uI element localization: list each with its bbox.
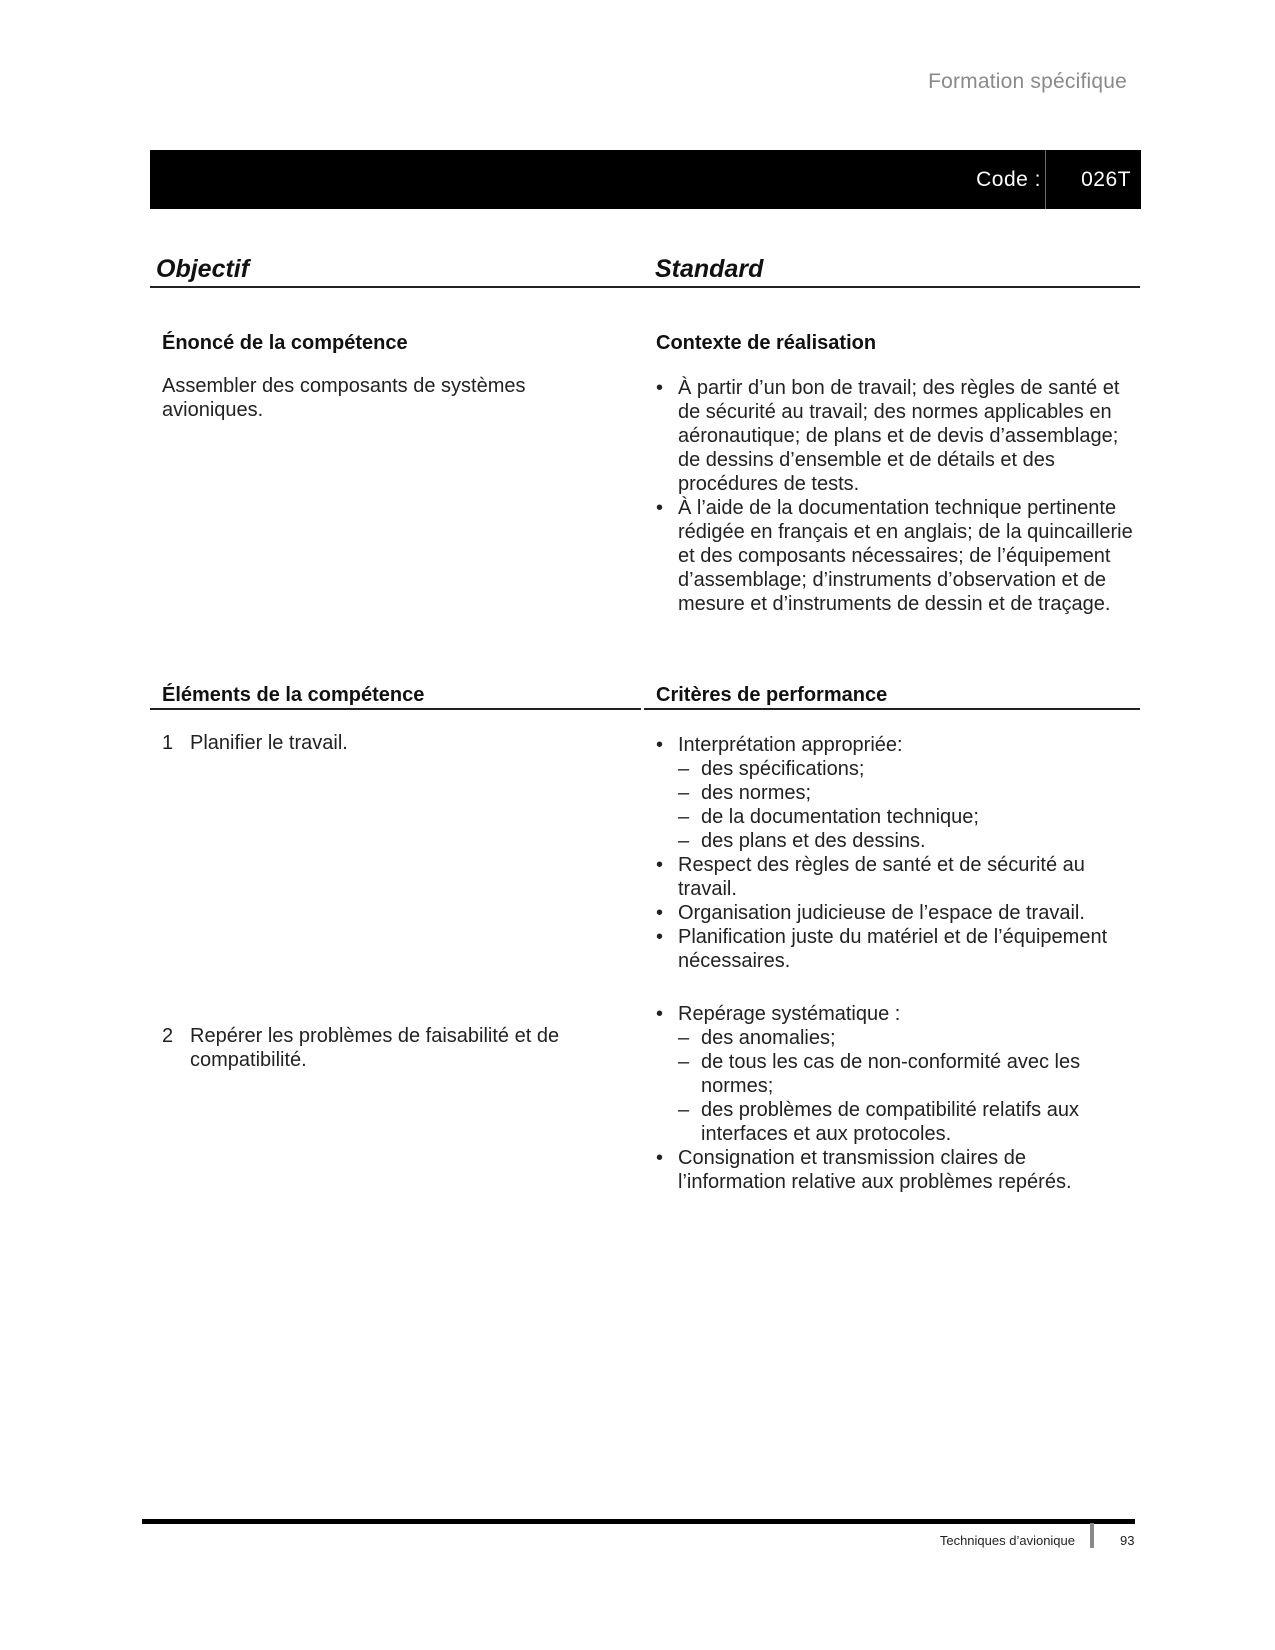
- sub-item-text: des problèmes de compatibilité relatifs aux interfaces et aux protocoles.: [701, 1099, 1079, 1145]
- column-heading-standard: Standard: [655, 255, 764, 283]
- sub-item-text: des plans et des dessins.: [701, 830, 926, 852]
- list-item: [656, 853, 1136, 901]
- element-text: Planifier le travail.: [190, 732, 348, 754]
- footer-title: Techniques d’avionique: [939, 1533, 1075, 1548]
- list-item: [656, 1146, 1126, 1194]
- sub-list-item: – des spécifications;: [678, 758, 865, 780]
- column-heading-objectif: Objectif: [156, 255, 250, 283]
- criteres-list-1: [656, 733, 1136, 973]
- code-label: Code :: [976, 168, 1041, 191]
- bullet-icon: •: [656, 926, 664, 948]
- contexte-heading: Contexte de réalisation: [656, 332, 877, 354]
- sub-list-item: – des normes;: [678, 782, 812, 804]
- list-item: [656, 1002, 1126, 1146]
- critere-sublist: [678, 1026, 1126, 1146]
- critere-text: Repérage systématique :: [678, 1003, 901, 1025]
- bullet-icon: •: [656, 854, 664, 876]
- contexte-list: [656, 376, 1136, 616]
- list-item: [656, 376, 1136, 496]
- bullet-icon: •: [656, 1147, 664, 1169]
- sub-list-item: – des anomalies;: [678, 1027, 836, 1049]
- code-bar: [150, 150, 1141, 209]
- enonce-text: Assembler des composants de systèmes avioniques.: [162, 375, 526, 421]
- page-number: 93: [1120, 1533, 1135, 1548]
- contexte-item-2: À l’aide de la documentation technique pertinente rédigée en français et en anglais; de la quincaillerie et des composants nécessaires; de l’équipement d’assemblage; d’instruments d’observation et de mesure et d’instruments de dessin et de traçage.: [678, 497, 1133, 615]
- elements-rule: [150, 708, 641, 710]
- code-separator: [1045, 150, 1046, 209]
- list-item: [656, 733, 1136, 853]
- code-value: 026T: [1081, 168, 1131, 191]
- section-title: Formation spécifique: [928, 70, 1127, 93]
- list-item: [656, 901, 1136, 925]
- sub-list-item: – de tous les cas de non-conformité avec les normes;: [678, 1051, 1081, 1097]
- critere-text: Consignation et transmission claires de l’information relative aux problèmes repérés.: [678, 1147, 1072, 1193]
- contexte-item-1: À partir d’un bon de travail; des règles de santé et de sécurité au travail; des normes applicables en aéronautique; de plans et de devis d’assemblage; de dessins d’ensemble et de détails et des procédures de tests.: [678, 377, 1120, 495]
- criteres-list-2: [656, 1002, 1126, 1194]
- bullet-icon: •: [656, 1003, 664, 1025]
- element-item-2: [162, 1024, 610, 1072]
- enonce-heading: Énoncé de la compétence: [162, 332, 408, 354]
- criteres-rule: [644, 708, 1140, 710]
- elements-heading: Éléments de la compétence: [162, 684, 425, 706]
- critere-text: Interprétation appropriée:: [678, 734, 903, 756]
- sub-item-text: de la documentation technique;: [701, 806, 979, 828]
- sub-item-text: des normes;: [701, 782, 812, 804]
- critere-text: Respect des règles de santé et de sécurité au travail.: [678, 854, 1085, 900]
- criteres-heading: Critères de performance: [656, 684, 888, 706]
- element-number: 2: [162, 1025, 174, 1047]
- sub-item-text: des spécifications;: [701, 758, 865, 780]
- critere-text: Organisation judicieuse de l’espace de travail.: [678, 902, 1085, 924]
- bullet-icon: •: [656, 497, 664, 519]
- sub-item-text: des anomalies;: [701, 1027, 836, 1049]
- sub-list-item: – des plans et des dessins.: [678, 830, 926, 852]
- element-item-1: [162, 731, 610, 755]
- list-item: [656, 496, 1136, 616]
- element-number: 1: [162, 732, 174, 754]
- column-heading-rule: [150, 286, 1140, 288]
- element-text: Repérer les problèmes de faisabilité et de compatibilité.: [190, 1025, 560, 1071]
- bullet-icon: •: [656, 377, 664, 399]
- footer-rule: [142, 1519, 1135, 1524]
- sub-item-text: de tous les cas de non-conformité avec les normes;: [701, 1051, 1081, 1097]
- footer-separator: [1090, 1523, 1094, 1548]
- critere-text: Planification juste du matériel et de l’équipement nécessaires.: [678, 926, 1108, 972]
- bullet-icon: •: [656, 902, 664, 924]
- sub-list-item: – des problèmes de compatibilité relatifs aux interfaces et aux protocoles.: [678, 1099, 1079, 1145]
- bullet-icon: •: [656, 734, 664, 756]
- list-item: [656, 925, 1136, 973]
- critere-sublist: [678, 757, 1136, 853]
- sub-list-item: – de la documentation technique;: [678, 806, 979, 828]
